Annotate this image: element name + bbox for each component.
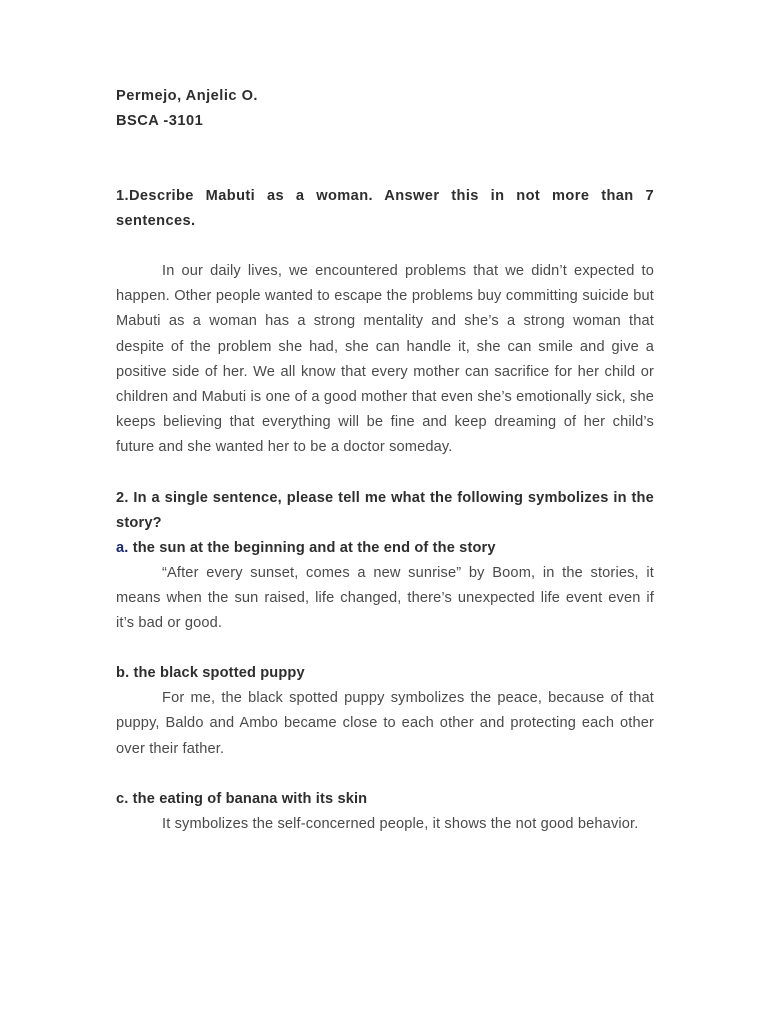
symbol-marker-a: a. bbox=[116, 539, 129, 556]
symbol-heading-text-a: the sun at the beginning and at the end of the story bbox=[128, 539, 496, 556]
student-section: BSCA -3101 bbox=[116, 113, 204, 129]
question-2-prompt: 2. In a single sentence, please tell me what the following symbolizes in the story? bbox=[116, 489, 654, 531]
symbol-answer-b: For me, the black spotted puppy symbolizes the peace, because of that puppy, Baldo and Ambo became close to each other and protecting each other over their father. bbox=[116, 690, 654, 757]
symbol-heading-c: c. the eating of banana with its skin bbox=[116, 790, 368, 807]
symbol-heading-a bbox=[116, 536, 654, 561]
question-1-answer: In our daily lives, we encountered problems that we didn’t expected to happen. Other people wanted to escape the problems buy committing suicide but Mabuti as a woman has a strong mentality and she’s a strong woman that despite of the problem she had, she can handle it, she can smile and give a positive side of her. We all know that every mother can sacrifice for her child or children and Mabuti is one of a good mother that even she’s emotionally sick, she keeps believing that everything will be fine and keep dreaming of her child’s future and she wanted her to be a doctor someday. bbox=[116, 263, 654, 456]
symbol-item-a bbox=[116, 536, 654, 637]
symbol-item-b bbox=[116, 661, 654, 762]
student-name: Permejo, Anjelic O. bbox=[116, 88, 258, 104]
symbol-answer-c: It symbolizes the self-concerned people, it shows the not good behavior. bbox=[162, 815, 639, 832]
symbol-item-c bbox=[116, 787, 654, 837]
symbol-answer-a: “After every sunset, comes a new sunrise” by Boom, in the stories, it means when the sun raised, life changed, there’s unexpected life event even if it’s bad or good. bbox=[116, 564, 654, 632]
question-1-prompt: 1.Describe Mabuti as a woman. Answer this in not more than 7 sentences. bbox=[116, 188, 654, 229]
document-page bbox=[116, 84, 654, 837]
symbol-heading-b: b. the black spotted puppy bbox=[116, 665, 305, 682]
